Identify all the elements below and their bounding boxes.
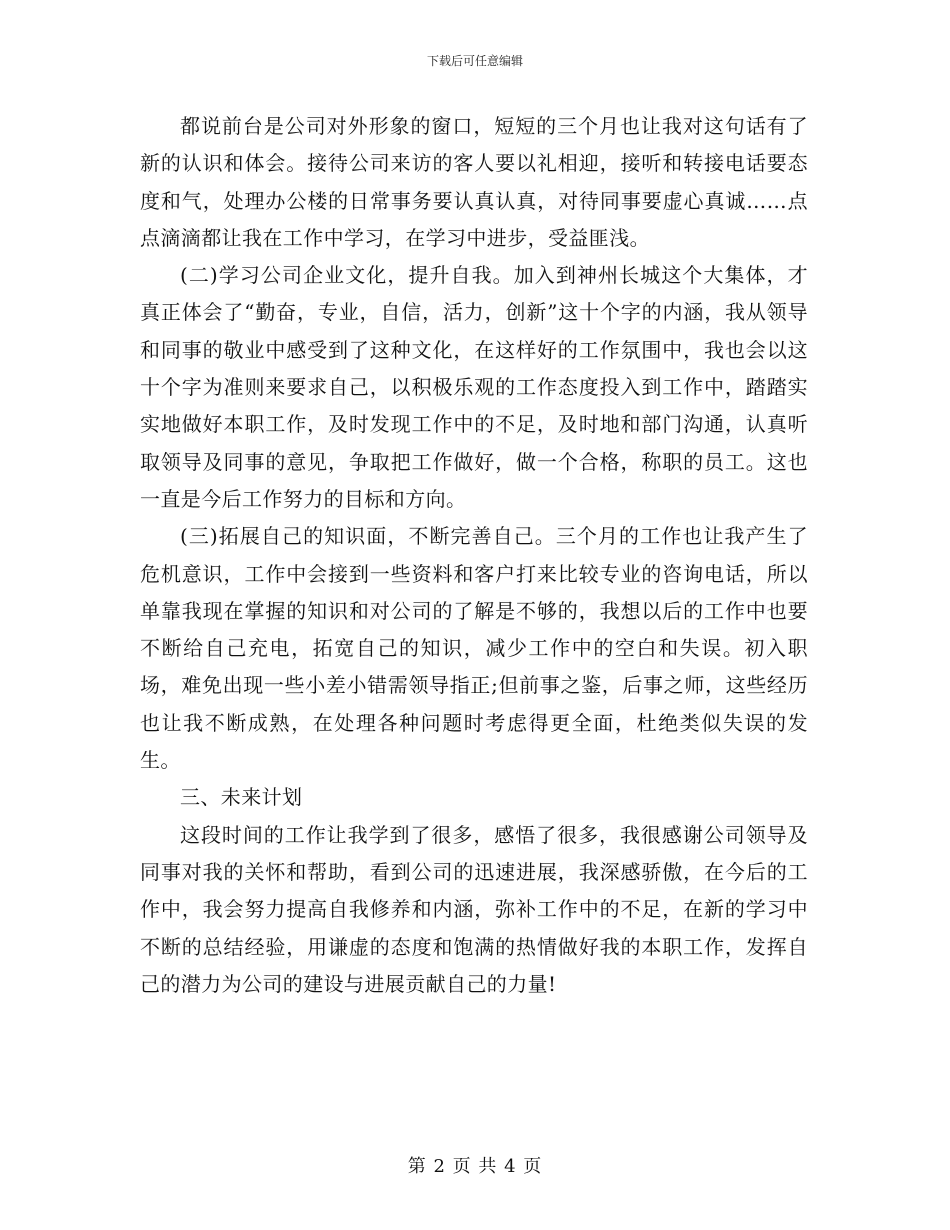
paragraph-knowledge: (三)拓展自己的知识面，不断完善自己。三个月的工作也让我产生了危机意识，工作中会接到一些资料和客户打来比较专业的咨询电话，所以单靠我现在掌握的知识和对公司的了解是不够的，我想以后的工作中也要不断给自己充电，拓宽自己的知识，减少工作中的空白和失误。初入职场，难免出现一些小差小错需领导指正;但前事之鉴，后事之师，这些经历也让我不断成熟，在处理各种问题时考虑得更全面，杜绝类似失误的发生。 (140, 524, 808, 773)
page-number: 第 2 页 共 4 页 (407, 1156, 543, 1177)
paragraph-front-desk: 都说前台是公司对外形象的窗口，短短的三个月也让我对这句话有了新的认识和体会。接待公司来访的客人要以礼相迎，接听和转接电话要态度和气，处理办公楼的日常事务要认真认真，对待同事要虚心真诚……点点滴滴都让我在工作中学习，在学习中进步，受益匪浅。 (140, 114, 808, 250)
page-header: 下载后可任意编辑 (426, 54, 523, 68)
section-heading-future-plan: 三、未来计划 (180, 785, 303, 810)
document-body (140, 108, 808, 1003)
paragraph-future-plan: 这段时间的工作让我学到了很多，感悟了很多，我很感谢公司领导及同事对我的关怀和帮助，看到公司的迅速进展，我深感骄傲，在今后的工作中，我会努力提高自我修养和内涵，弥补工作中的不足，在新的学习中不断的总结经验，用谦虚的态度和饱满的热情做好我的本职工作，发挥自己的潜力为公司的建设与进展贡献自己的力量! (140, 822, 808, 996)
paragraph-company-culture: (二)学习公司企业文化，提升自我。加入到神州长城这个大集体，才真正体会了“勤奋，专业，自信，活力，创新”这十个字的内涵，我从领导和同事的敬业中感受到了这种文化，在这样好的工作氛围中，我也会以这十个字为准则来要求自己，以积极乐观的工作态度投入到工作中，踏踏实实地做好本职工作，及时发现工作中的不足，及时地和部门沟通，认真听取领导及同事的意见，争取把工作做好，做一个合格，称职的员工。这也一直是今后工作努力的目标和方向。 (140, 263, 808, 511)
